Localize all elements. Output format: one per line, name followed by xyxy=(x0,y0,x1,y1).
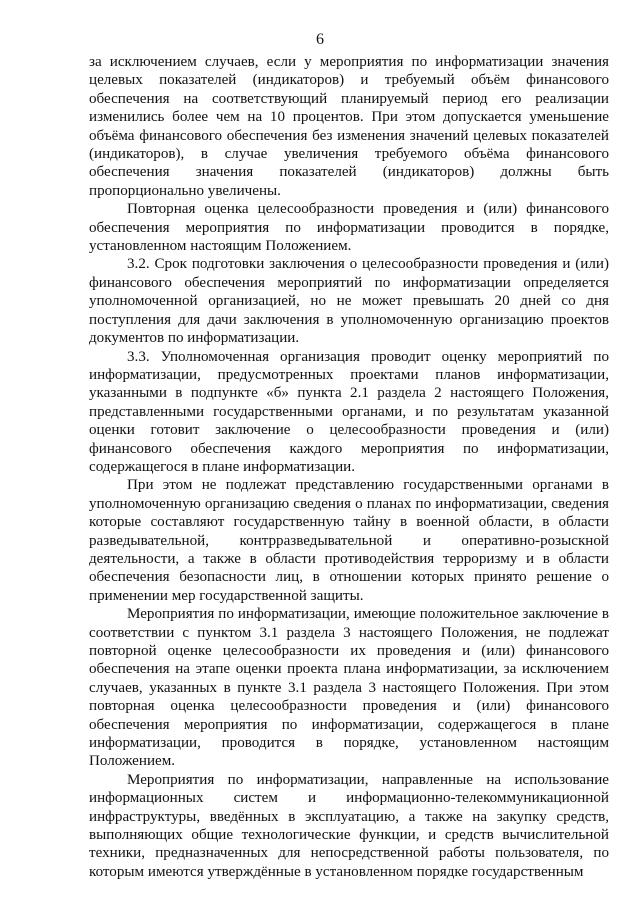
paragraph-continuation: за исключением случаев, если у мероприятия по информатизации значения целевых показателей (индикаторов) и требуемый объём финансового обеспечения на соответствующий планируемый период его реализации изменились более чем на 10 процентов. При этом допускается уменьшение объёма финансового обеспечения без изменения значений целевых показателей (индикаторов), в случае увеличения требуемого объёма финансового обеспечения значения показателей (индикаторов) должны быть пропорционально увеличены. xyxy=(89,54,609,199)
page-number: 6 xyxy=(316,31,324,48)
document-body xyxy=(89,53,609,881)
paragraph-exemptions: При этом не подлежат представлению государственными органами в уполномоченную организацию сведения о планах по информатизации, сведения которые составляют государственную тайну в военной области, в области разведывательной, контрразведывательной и оперативно-розыскной деятельности, а также в области противодействия терроризму и в области обеспечения безопасности лиц, в отношении которых принято решение о применении мер государственной защиты. xyxy=(89,477,609,604)
paragraph-repeat-assessment: Повторная оценка целесообразности проведения и (или) финансового обеспечения мероприятия по информатизации проводится в порядке, установленном настоящим Положением. xyxy=(89,201,609,255)
paragraph-infrastructure: Мероприятия по информатизации, направленные на использование информационных систем и информационно-телекоммуникационной инфраструктуры, введённых в эксплуатацию, а также на закупку средств, выполняющих общие технологические функции, и средств вычислительной техники, предназначенных для непосредственной работы пользователя, по которым имеются утверждённые в установленном порядке государственным xyxy=(89,771,609,880)
paragraph-3-2: 3.2. Срок подготовки заключения о целесообразности проведения и (или) финансового обеспечения мероприятий по информатизации определяется уполномоченной организацией, но не может превышать 20 дней со дня поступления для дачи заключения в уполномоченную организацию проектов документов по информатизации. xyxy=(89,256,609,347)
paragraph-positive-conclusion: Мероприятия по информатизации, имеющие положительное заключение в соответствии с пунктом 3.1 раздела 3 настоящего Положения, не подлежат повторной оценке целесообразности их проведения и (или) финансового обеспечения на этапе оценки проекта плана информатизации, за исключением случаев, указанных в пункте 3.1 раздела 3 настоящего Положения. При этом повторная оценка целесообразности проведения и (или) финансового обеспечения мероприятия по информатизации, содержащегося в плане информатизации, проводится в порядке, установленном настоящим Положением. xyxy=(89,606,609,770)
paragraph-3-3: 3.3. Уполномоченная организация проводит оценку мероприятий по информатизации, предусмотренных проектами планов информатизации, указанными в подпункте «б» пункта 2.1 раздела 2 настоящего Положения, представленными государственными органами, и по результатам указанной оценки готовит заключение о целесообразности проведения и (или) финансового обеспечения каждого мероприятия по информатизации, содержащегося в плане информатизации. xyxy=(89,348,609,475)
